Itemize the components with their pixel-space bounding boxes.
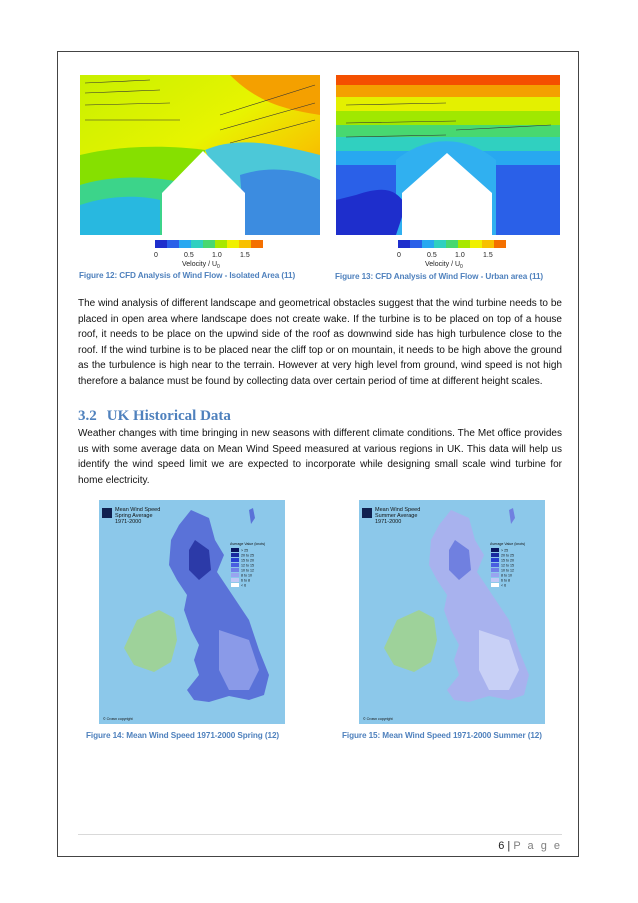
scale-label: Velocity / U	[182, 261, 218, 268]
spring-wind-map	[99, 500, 285, 724]
legend-item: 8 to 10	[501, 573, 512, 578]
legend-item: 10 to 12	[241, 568, 254, 573]
scale-tick: 0.5	[427, 252, 437, 259]
scale-tick: 0	[154, 252, 158, 259]
page-label: P a g e	[513, 840, 562, 852]
map-title-line: Mean Wind Speed	[375, 507, 421, 513]
scale-label-sub: 0	[460, 264, 463, 270]
legend-item: 12 to 15	[241, 563, 254, 568]
met-office-logo	[362, 508, 372, 518]
map-title-line: Spring Average	[115, 513, 153, 519]
scale-tick: 1.0	[455, 252, 465, 259]
scale-label: Velocity / U	[425, 261, 461, 268]
map-title-line: Mean Wind Speed	[115, 507, 161, 513]
analysis-paragraph: The wind analysis of different landscape and geometrical obstacles suggest that the wind turbine needs to be placed in open area where landscape does not create wake. If the turbine is to be placed on top of a house roof, it needs to be place on the upwind side of the roof as downwind side has high turbulence close to the roof. If the wind turbine is to be placed near the cliff top or on mountain, it needs to be high above the ground as the turbulence is high near to the terrain. However at very high level from ground, wind speed is not high therefore a balance must be found by collecting data over certain period of time at different height scales.	[78, 298, 562, 387]
map-title-line: 1971-2000	[375, 519, 402, 525]
figure-15-caption: Figure 15: Mean Wind Speed 1971-2000 Summer (12)	[342, 731, 542, 740]
svg-text:Velocity / U0	[182, 261, 220, 270]
svg-text:Velocity / U0	[425, 261, 463, 270]
met-office-logo	[102, 508, 112, 518]
legend-item: > 25	[241, 548, 249, 553]
legend-item: 20 to 25	[501, 553, 514, 558]
legend-item: 8 to 10	[241, 573, 252, 578]
legend-item: 6 to 8	[241, 578, 250, 583]
map-title-line: 1971-2000	[115, 519, 142, 525]
map-copyright: © Crown copyright	[363, 717, 393, 721]
scale-tick: 1.5	[240, 252, 250, 259]
map-copyright: © Crown copyright	[103, 717, 133, 721]
legend-item: 20 to 25	[241, 553, 254, 558]
footer-separator: |	[507, 840, 511, 852]
scale-tick: 0.5	[184, 252, 194, 259]
figure-12-caption: Figure 12: CFD Analysis of Wind Flow - Isolated Area (11)	[79, 271, 296, 280]
summer-wind-map	[359, 500, 545, 724]
legend-item: < 6	[241, 583, 247, 588]
footer-divider	[78, 834, 562, 835]
legend-title: Average Value (knots)	[230, 542, 266, 546]
cfd-isolated-figure	[80, 75, 320, 273]
page-number: 6	[498, 840, 505, 852]
figure-13-caption: Figure 13: CFD Analysis of Wind Flow - Urban area (11)	[335, 272, 544, 281]
figure-14-caption: Figure 14: Mean Wind Speed 1971-2000 Spring (12)	[86, 731, 280, 740]
met-office-paragraph: Weather changes with time bringing in new seasons with different climate conditions. The Met office provides us with some average data on Mean Wind Speed measured at various regions in UK. This data will help us identify the wind speed limit we are expected to incorporate while designing small scale wind turbine for home electricity.	[78, 428, 562, 486]
scale-tick: 1.5	[483, 252, 493, 259]
scale-tick: 1.0	[212, 252, 222, 259]
legend-item: 10 to 12	[501, 568, 514, 573]
legend-item: 12 to 15	[501, 563, 514, 568]
legend-item: > 25	[501, 548, 509, 553]
map-title-line: Summer Average	[375, 513, 418, 519]
scale-label-sub: 0	[217, 264, 220, 270]
legend-item: 15 to 20	[241, 558, 254, 563]
legend-item: 6 to 8	[501, 578, 510, 583]
section-title: UK Historical Data	[106, 408, 231, 424]
scale-tick: 0	[397, 252, 401, 259]
legend-item: < 6	[501, 583, 507, 588]
cfd-urban-figure	[336, 75, 560, 273]
section-number: 3.2	[78, 408, 97, 424]
legend-item: 15 to 20	[501, 558, 514, 563]
page-footer	[498, 840, 562, 852]
legend-title: Average Value (knots)	[490, 542, 526, 546]
section-heading	[78, 408, 231, 425]
